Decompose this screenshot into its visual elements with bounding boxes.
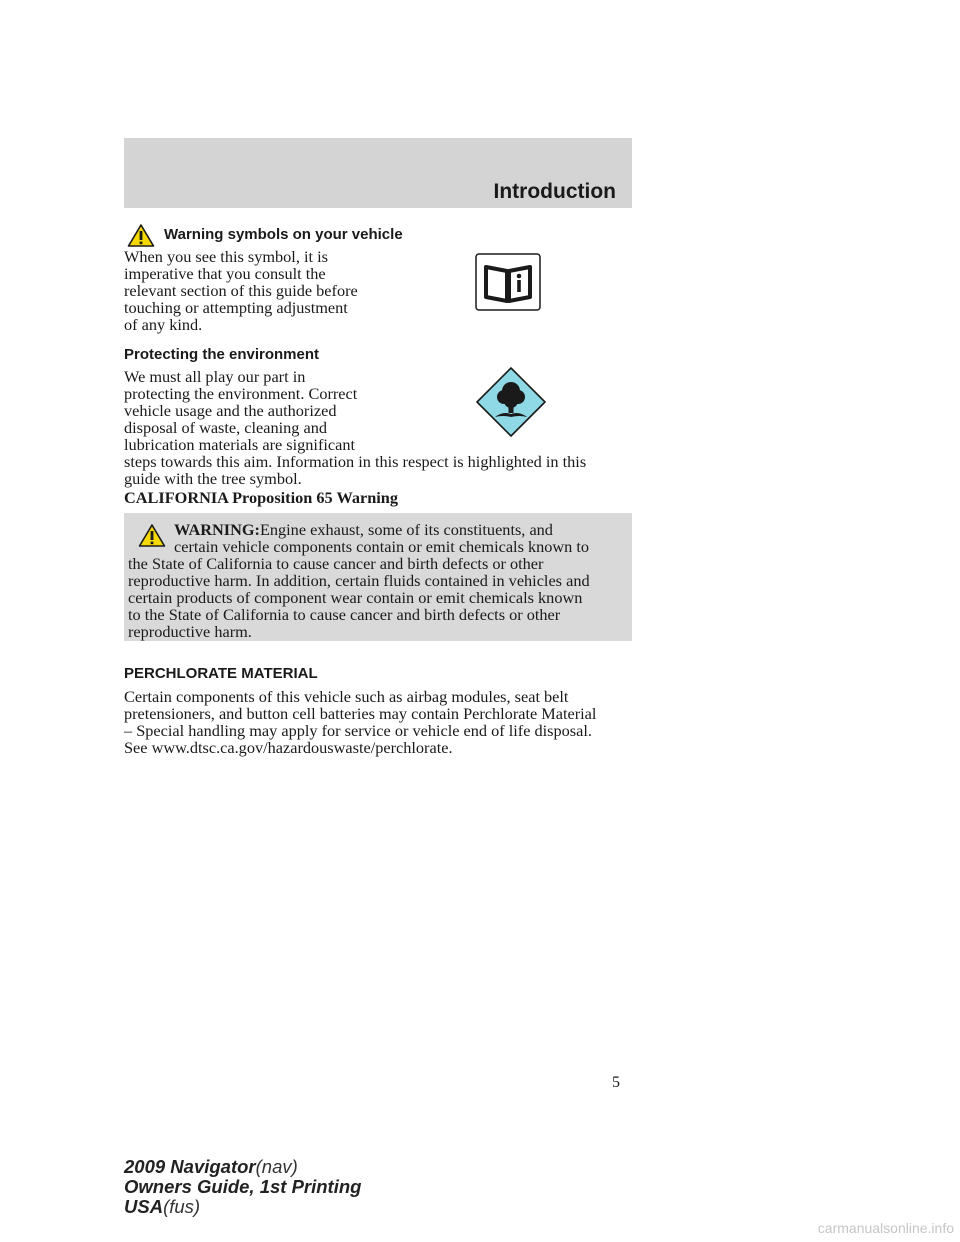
owner-manual-book-icon (475, 253, 541, 316)
text-line: touching or attempting adjustment (124, 298, 348, 317)
footer-line (124, 1157, 361, 1177)
text-line: pretensioners, and button cell batteries may contain Perchlorate Material (124, 704, 597, 723)
text-line: guide with the tree symbol. (124, 469, 302, 488)
footer-market: USA (124, 1196, 164, 1217)
footer-line (124, 1177, 361, 1197)
tree-environment-icon (475, 366, 547, 443)
text-line: certain vehicle components contain or emit chemicals known to (174, 537, 590, 556)
text-line: When you see this symbol, it is (124, 247, 328, 266)
text-line: disposal of waste, cleaning and (124, 418, 328, 437)
warning-symbols-paragraph (124, 248, 358, 333)
warning-text: Engine exhaust, some of its constituents, and (259, 520, 553, 539)
text-line: – Special handling may apply for service or vehicle end of life disposal. (124, 721, 592, 740)
text-line: protecting the environment. Correct (124, 384, 358, 403)
text-line: steps towards this aim. Information in this respect is highlighted in this (124, 452, 587, 471)
text-line: of any kind. (124, 315, 203, 334)
text-line: relevant section of this guide before (124, 281, 358, 300)
watermark-link[interactable]: carmanualsonline.info (817, 1220, 954, 1236)
footer-model: 2009 Navigator (124, 1156, 256, 1177)
section-heading-prop65: CALIFORNIA Proposition 65 Warning (124, 488, 398, 507)
footer-printing: Owners Guide, 1st Printing (124, 1176, 362, 1197)
text-line: reproductive harm. In addition, certain fluids contained in vehicles and (128, 571, 590, 590)
text-line: imperative that you consult the (124, 264, 326, 283)
perchlorate-paragraph (124, 688, 596, 756)
footer-line (124, 1197, 361, 1217)
section-heading-environment: Protecting the environment (124, 346, 320, 363)
section-heading-warning-symbols: Warning symbols on your vehicle (164, 226, 403, 243)
text-line: vehicle usage and the authorized (124, 401, 337, 420)
text-line: the State of California to cause cancer and birth defects or other (128, 554, 544, 573)
warning-triangle-icon (127, 223, 155, 248)
text-line: See www.dtsc.ca.gov/hazardouswaste/perchlorate. (124, 738, 453, 757)
section-heading-perchlorate: PERCHLORATE MATERIAL (124, 665, 318, 682)
footer-market-code: (fus) (163, 1196, 201, 1217)
text-line: reproductive harm. (128, 622, 252, 641)
page-title: Introduction (493, 180, 616, 203)
footer-model-code: (nav) (255, 1156, 298, 1177)
text-line: certain products of component wear contain or emit chemicals known (128, 588, 583, 607)
text-line: Certain components of this vehicle such as airbag modules, seat belt (124, 687, 569, 706)
text-line: We must all play our part in (124, 367, 306, 386)
page-number: 5 (612, 1074, 620, 1091)
warning-label: WARNING: (174, 520, 260, 539)
text-line: lubrication materials are significant (124, 435, 356, 454)
text-line: to the State of California to cause cancer and birth defects or other (128, 605, 561, 624)
warning-box (124, 513, 632, 641)
print-footer (124, 1157, 361, 1217)
text-line (128, 521, 590, 538)
warning-paragraph (128, 521, 590, 640)
header-band (124, 138, 632, 208)
